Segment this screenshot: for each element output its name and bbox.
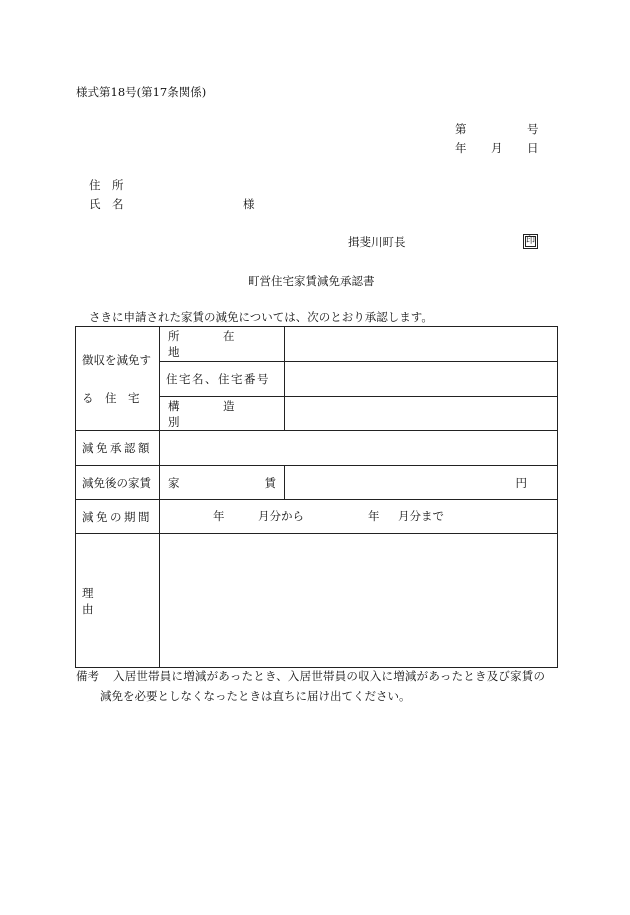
name-label: 氏 名 (89, 197, 124, 211)
remarks-line2: 減免を必要としなくなったときは直ちに届け出てください。 (100, 689, 411, 703)
yen-unit: 円 (515, 475, 527, 490)
reason-label-cell (76, 534, 189, 668)
approved-amount-label: 減免承認額 (82, 441, 152, 455)
document-title: 町営住宅家賃減免承認書 (248, 274, 375, 288)
seal-mark (523, 234, 538, 249)
reason-label: 理 由 (82, 585, 189, 616)
period-label: 減免の期間 (82, 509, 152, 524)
approved-amount-label-cell (76, 431, 160, 466)
structure-value-cell[interactable] (285, 397, 558, 431)
rent-after-label-cell (76, 466, 160, 500)
number-prefix: 第 (455, 122, 467, 136)
date-day-label: 日 (527, 141, 539, 155)
form-number: 様式第18号(第17条関係) (76, 85, 207, 99)
period-value-cell[interactable] (160, 500, 558, 534)
intro-text: さきに申請された家賃の減免については、次のとおり承認します。 (89, 310, 433, 324)
rent-value-cell[interactable] (285, 466, 558, 500)
rent-label-cell (160, 466, 285, 500)
period-label-cell (76, 500, 160, 534)
reason-value-cell[interactable] (160, 534, 558, 668)
structure-label-cell (160, 397, 285, 431)
housing-label-line2-text: る 住 宅 (82, 390, 140, 405)
remarks-line1: 入居世帯員に増減があったとき、入居世帯員の収入に増減があったとき及び家賃の (113, 669, 546, 683)
rent-yen-wrap (285, 475, 557, 491)
rent-label-left: 家 (168, 475, 180, 490)
period-row (160, 510, 557, 524)
location-value-cell[interactable] (285, 327, 558, 362)
remarks-label: 備考 (76, 669, 99, 683)
housing-name-label: 住宅名、住宅番号 (166, 372, 270, 386)
table-row (76, 431, 558, 466)
housing-name-value-cell[interactable] (285, 362, 558, 397)
seal-text: 印 (526, 236, 536, 246)
date-month-label: 月 (491, 141, 503, 155)
table-row (76, 534, 558, 668)
issuer-title: 揖斐川町長 (348, 235, 406, 249)
period-year-1: 年 (213, 508, 225, 523)
housing-label-line1: 徴収を減免す (82, 352, 151, 367)
rent-label-right: 賃 (264, 475, 276, 490)
honorific: 様 (243, 197, 255, 211)
structure-label: 構 造 別 (168, 398, 278, 429)
location-label-cell (160, 327, 285, 362)
rent-after-label: 減免後の家賃 (82, 475, 151, 490)
number-suffix: 号 (527, 122, 539, 136)
period-from: 月分から (258, 508, 304, 523)
housing-name-label-cell (160, 362, 285, 397)
rent-label (160, 475, 284, 491)
location-label: 所 在 地 (168, 329, 278, 359)
period-year-2: 年 (368, 508, 380, 523)
table-row (76, 500, 558, 534)
address-label: 住 所 (89, 178, 124, 192)
table-row (76, 466, 558, 500)
table-row (76, 327, 558, 362)
date-year-label: 年 (455, 141, 467, 155)
approval-table (75, 326, 558, 668)
housing-label-cell (76, 327, 160, 431)
approved-amount-value-cell[interactable] (160, 431, 558, 466)
housing-label-line2 (82, 390, 156, 406)
period-to: 月分まで (398, 508, 444, 523)
